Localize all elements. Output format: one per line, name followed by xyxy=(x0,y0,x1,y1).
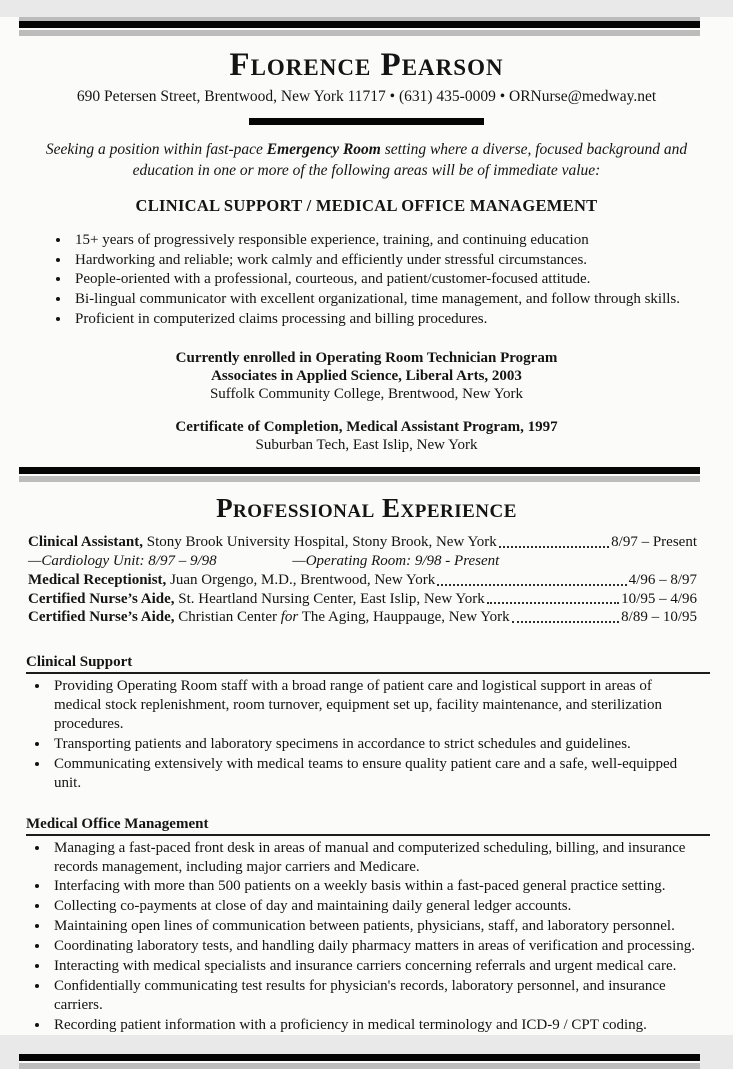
job-title: Certified Nurse’s Aide, xyxy=(28,609,175,626)
divider-gray-bar xyxy=(19,30,700,36)
dot-leader xyxy=(512,621,620,623)
dot-leader xyxy=(499,546,609,548)
subrole-cardiology: —Cardiology Unit: 8/97 – 9/98 xyxy=(28,552,217,569)
job-employer-post: The Aging, Hauppauge, New York xyxy=(298,609,510,626)
professional-experience-title: Professional Experience xyxy=(216,492,517,523)
name-underline-bar xyxy=(249,118,484,125)
clinical-support-bullet: • Communicating extensively with medical teams to ensure quality patient care and a safe, well-equipped unit. xyxy=(50,755,703,793)
dot-leader xyxy=(437,584,626,586)
job-row xyxy=(28,571,697,590)
job-employer-italic: for xyxy=(280,609,299,626)
job-dates: 8/97 – Present xyxy=(611,533,697,550)
candidate-name: Florence Pearson xyxy=(229,47,504,83)
job-subroles xyxy=(28,552,697,571)
divider-black-bar xyxy=(19,1054,700,1061)
job-description xyxy=(28,533,497,552)
divider-black-bar xyxy=(19,467,700,474)
job-dates: 8/89 – 10/95 xyxy=(621,609,697,626)
job-title: Medical Receptionist, xyxy=(28,571,167,588)
objective-pre: Seeking a position within fast-pace xyxy=(45,141,267,159)
job-employer: St. Heartland Nursing Center, East Islip, New York xyxy=(174,590,485,607)
clinical-support-bullet-list xyxy=(30,677,703,792)
education-certificate-line: Certificate of Completion, Medical Assistant Program, 1997 xyxy=(175,418,558,435)
clinical-support-bullet: • Transporting patients and laboratory specimens in accordance to strict schedules and guidelines. xyxy=(50,735,703,754)
job-description xyxy=(28,608,510,627)
divider-black-bar xyxy=(19,21,700,28)
bottom-divider xyxy=(19,1054,700,1069)
contact-line: 690 Petersen Street, Brentwood, New York 11717 • (631) 435-0009 • ORNurse@medway.net xyxy=(76,88,657,106)
education-school: Suburban Tech, East Islip, New York xyxy=(255,436,478,453)
objective-post: setting where a diverse, focused background and education in one or more of the following areas will be of immediate value: xyxy=(132,141,688,179)
summary-bullet: • Bi-lingual communicator with excellent organizational, time management, and follow through skills. xyxy=(71,290,693,309)
divider-gray-bar xyxy=(19,476,700,482)
summary-bullet: • 15+ years of progressively responsible experience, training, and continuing education xyxy=(71,231,693,250)
job-employer: Juan Orgengo, M.D., Brentwood, New York xyxy=(166,571,436,588)
office-management-bullet: • Recording patient information with a proficiency in medical terminology and ICD-9 / CPT coding. xyxy=(50,1016,703,1035)
job-row xyxy=(28,590,697,609)
job-row xyxy=(28,533,697,552)
clinical-support-bullet: • Providing Operating Room staff with a broad range of patient care and logistical support in areas of medical stock replenishment, room turnover, equipment set up, facility maintenance, and sterilization procedures. xyxy=(50,677,703,734)
dot-leader xyxy=(487,602,619,604)
education-degree-line: Associates in Applied Science, Liberal Arts, 2003 xyxy=(211,368,522,385)
resume-page xyxy=(0,17,733,1035)
objective-statement xyxy=(31,140,703,181)
objective-emphasis: Emergency Room xyxy=(266,141,381,159)
job-title: Clinical Assistant, xyxy=(28,533,144,550)
office-management-bullet: • Maintaining open lines of communication between patients, physicians, staff, and laboratory personnel. xyxy=(50,917,703,936)
summary-bullet: • Hardworking and reliable; work calmly and efficiently under stressful circumstances. xyxy=(71,251,693,270)
office-management-bullet: • Managing a fast-paced front desk in areas of manual and computerized scheduling, billing, and insurance records management, including major carriers and Medicare. xyxy=(50,839,703,877)
office-management-bullet: • Confidentially communicating test results for physician's records, laboratory personnel, and insurance carriers. xyxy=(50,977,703,1015)
summary-bullet-list xyxy=(50,231,693,328)
job-row xyxy=(28,608,697,627)
office-management-heading: Medical Office Management xyxy=(26,816,710,836)
office-management-bullet: • Interfacing with more than 500 patients on a weekly basis within a fast-paced general practice setting. xyxy=(50,877,703,896)
job-description xyxy=(28,571,435,590)
office-management-bullet: • Coordinating laboratory tests, and handling daily pharmacy matters in areas of verification and processing. xyxy=(50,937,703,956)
office-management-bullet: • Interacting with medical specialists and insurance carriers concerning referrals and urgent medical care. xyxy=(50,957,703,976)
office-management-bullet-list xyxy=(30,839,703,1035)
job-employer-pre: Christian Center xyxy=(174,609,281,626)
job-title: Certified Nurse’s Aide, xyxy=(28,590,175,607)
office-management-bullet: • Collecting co-payments at close of day and maintaining daily general ledger accounts. xyxy=(50,897,703,916)
divider-gray-bar xyxy=(19,1063,700,1069)
job-dates: 10/95 – 4/96 xyxy=(621,590,697,607)
section-divider xyxy=(19,467,700,482)
headline: CLINICAL SUPPORT / MEDICAL OFFICE MANAGEMENT xyxy=(135,196,598,216)
job-description xyxy=(28,590,485,609)
summary-bullet: • People-oriented with a professional, courteous, and patient/customer-focused attitude. xyxy=(71,270,693,289)
subrole-operating-room: —Operating Room: 9/98 - Present xyxy=(292,552,500,569)
education-spacer xyxy=(0,404,733,418)
education-block xyxy=(0,349,733,454)
job-dates: 4/96 – 8/97 xyxy=(628,571,697,588)
clinical-support-heading: Clinical Support xyxy=(26,654,710,674)
job-employer: Stony Brook University Hospital, Stony Brook, New York xyxy=(143,533,497,550)
summary-bullet: • Proficient in computerized claims processing and billing procedures. xyxy=(71,310,693,329)
education-school: Suffolk Community College, Brentwood, New York xyxy=(209,386,524,403)
top-divider xyxy=(19,17,700,36)
education-enrolled-line: Currently enrolled in Operating Room Technician Program xyxy=(175,350,558,367)
job-list xyxy=(28,533,697,627)
